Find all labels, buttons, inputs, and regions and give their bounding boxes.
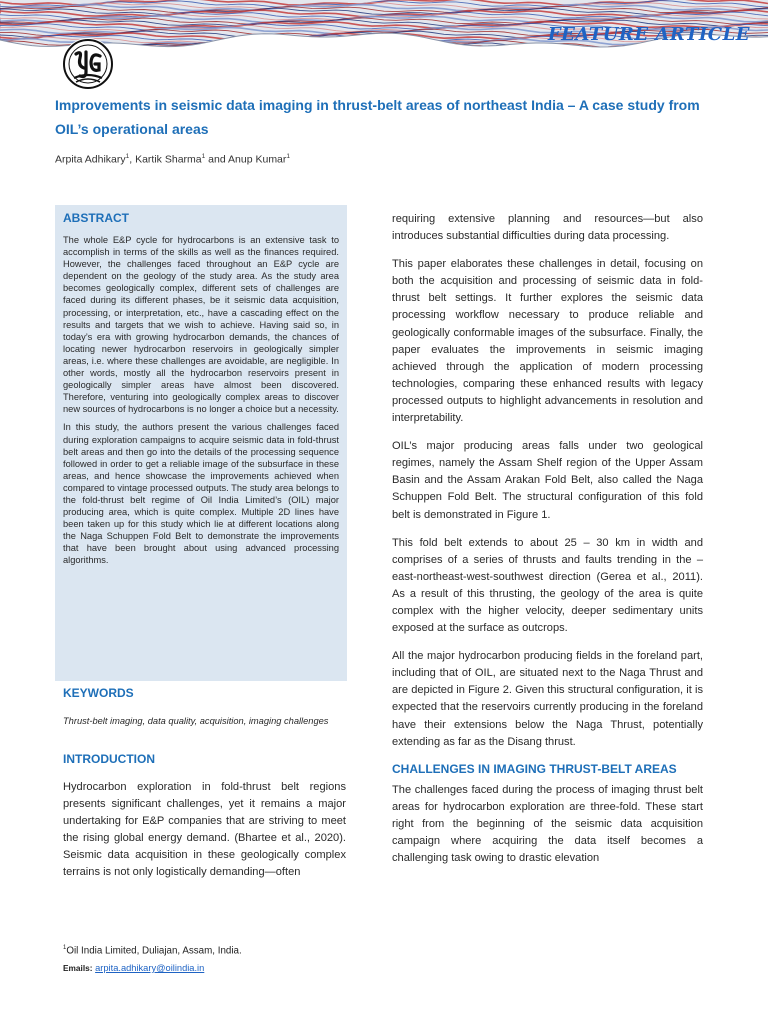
challenges-heading: CHALLENGES IN IMAGING THRUST-BELT AREAS xyxy=(392,761,677,776)
introduction-text: Hydrocarbon exploration in fold-thrust belt regions presents significant challenges, yet it remains a major undertaking for E&P companies that are striving to meet the rising global energy demand. (Bhartee et al., 2020). Seismic data acquisition in these geologically complex terrains is not only logistically demanding—often xyxy=(63,781,346,879)
feature-article-label: FEATURE ARTICLE xyxy=(547,24,750,45)
article-title: Improvements in seismic data imaging in thrust-belt areas of northeast India – A case study from OIL’s operational areas xyxy=(55,97,700,137)
keywords-heading: KEYWORDS xyxy=(63,686,134,700)
author-name: Arpita Adhikary xyxy=(55,153,126,166)
affiliation-marker: 1 xyxy=(125,153,130,160)
body-paragraph: OIL’s major producing areas falls under two geological regimes, namely the Assam Shelf region of the Upper Assam Basin and the Assam Arakan Fold Belt, also called the Naga Schuppen Fold Belt. The structural configuration of this fold belt is demonstrated in Figure 1. xyxy=(392,440,703,521)
email-link[interactable]: arpita.adhikary@oilindia.in xyxy=(95,963,205,973)
body-paragraph: requiring extensive planning and resources—but also introduces substantial difficulties during data processing. xyxy=(392,213,703,243)
challenges-text: The challenges faced during the process of imaging thrust belt areas for hydrocarbon exploration are three-fold. These start right from the beginning of the seismic data acquisition campaign where acquiring the data itself becomes a challenging task owing to drastic elevation xyxy=(392,783,703,865)
abstract-heading: ABSTRACT xyxy=(63,211,129,225)
body-paragraph: This fold belt extends to about 25 – 30 km in width and comprises of a series of thrusts and faults trending in the –east-northeast-west-southwest direction (Gerea et al., 2011). As a result of this thrusting, the geology of the area is quite complex with the higher velocity, deeper sedimentary units exposed at the surface as outcrops. xyxy=(392,536,703,635)
seismic-header-banner xyxy=(0,0,768,62)
email-label: Emails: xyxy=(63,963,93,973)
logo-icon xyxy=(62,38,114,90)
society-logo xyxy=(62,38,114,90)
introduction-heading: INTRODUCTION xyxy=(63,752,155,766)
abstract-paragraph: In this study, the authors present the various challenges faced during exploration campaigns to acquire seismic data in fold-thrust belt areas and then go into the details of the processing sequence followed in order to get a reliable image of the subsurface in these areas, and hence showcase the improvements achieved when compared to vintage processed outputs. The study area belongs to the fold-thrust belt regime of Oil India Limited’s (OIL) major producing area, which is quite complex. Multiple 2D lines have been taken up for this study which lie at different locations along the Naga Schuppen Fold Belt to demonstrate the improvements that have been brought about using advanced processing algorithms. xyxy=(63,422,339,566)
abstract-paragraph: The whole E&P cycle for hydrocarbons is an extensive task to accomplish in terms of the skills as well as the finances required. However, the challenges faced throughout an E&P cycle are dependent on the geology of the study area. As the study area becomes geologically complex, different sets of challenges are faced during its different phases, be it seismic data acquisition, processing, or interpretation, etc., have a cascading effect on the results and targets that we wish to achieve. Having said so, in today’s era with growing hydrocarbon demands, the chances of locating newer hydrocarbon reservoirs in geologically simpler areas, i.e. where these challenges are avoidable, are negligible. In other words, mostly all the hydrocarbon reservoirs present in geologically simpler areas have almost been discovered. Therefore, venturing into geologically complex areas to discover new sources of hydrocarbons is no longer a choice but a necessity. xyxy=(63,235,339,415)
affiliation-marker: 1 xyxy=(286,153,291,160)
abstract-box xyxy=(55,205,347,681)
body-paragraph: This paper elaborates these challenges in detail, focusing on both the acquisition and processing of seismic data in fold-thrust belt settings. It further explores the seismic data processing workflow necessary to produce reliable and geologically conformable images of the subsurface. Finally, the paper evaluates the improvements in seismic imaging achieved through the application of modern processing technologies, comparing these enhanced results with legacy processed outputs to highlight advancements in resolution and interpretability. xyxy=(392,258,703,425)
email-line xyxy=(63,963,204,973)
footnote-marker: 1 xyxy=(63,945,67,951)
right-column xyxy=(392,211,703,878)
affiliation-footnote xyxy=(63,945,242,956)
keywords-text: Thrust-belt imaging, data quality, acquisition, imaging challenges xyxy=(63,716,329,726)
author-name: Kartik Sharma xyxy=(135,153,202,166)
affiliation-marker: 1 xyxy=(201,153,206,160)
author-separator: , xyxy=(129,153,136,166)
body-paragraph: All the major hydrocarbon producing fields in the foreland part, including that of OIL, are situated next to the Naga Thrust and are depicted in Figure 2. Given this structural configuration, it is expected that the reservoirs currently producing in the foreland have their extensions below the Naga Thrust, potentially extending as far as the Disang thrust. xyxy=(392,650,703,748)
author-line xyxy=(55,153,290,166)
author-name: Anup Kumar xyxy=(228,153,287,166)
footnote-text: Oil India Limited, Duliajan, Assam, India. xyxy=(66,945,242,957)
author-separator: and xyxy=(205,153,229,166)
